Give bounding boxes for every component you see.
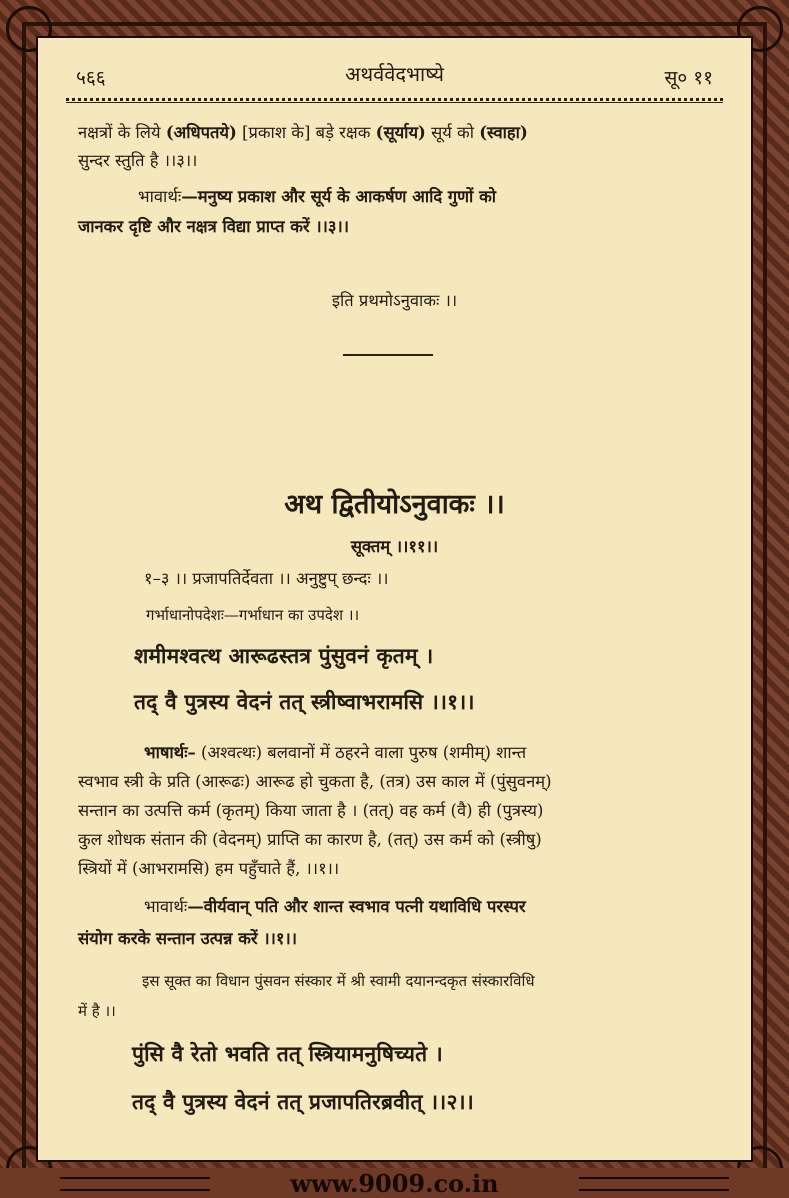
- note-line: इस सूक्त का विधान पुंसवन संस्कार में श्री स्वामी दयानन्दकृत संस्कारविधि: [142, 972, 535, 990]
- upadesh-line: गर्भाधानोपदेशः—गर्भाधान का उपदेश ।।: [146, 606, 360, 624]
- bhavarth-line: जानकर दृष्टि और नक्षत्र विद्या प्राप्त करें ।।३।।: [78, 217, 349, 236]
- bhashyarth-line: कुल शोधक संतान की (वेदनम्) प्राप्ति का कारण है, (तत्) उस कर्म को (स्त्रीषु): [78, 830, 542, 849]
- verse-line: तद् वै पुत्रस्य वेदनं तत् स्त्रीष्वाभरामसि ।।१।।: [134, 689, 475, 714]
- bhashyarth-block: भाषार्थः– (अश्वत्थः) बलवानों में ठहरने वाला पुरुष (शमीम्) शान्त: [144, 743, 527, 762]
- website-watermark[interactable]: www.9009.co.in: [290, 1169, 499, 1198]
- bhashyarth-line: स्त्रियों में (आभरामसि) हम पहुँचाते हैं, ।।१।।: [78, 859, 340, 878]
- bhavarth-block: भावार्थः—मनुष्य प्रकाश और सूर्य के आकर्षण आदि गुणों को: [138, 187, 497, 206]
- header-divider: [66, 98, 723, 101]
- anuvak-heading: अथ द्वितीयोऽनुवाकः ।।: [284, 489, 505, 520]
- bhashyarth-line: सन्तान का उत्पत्ति कर्म (कृतम्) किया जाता है । (तत्) वह कर्म (वै) ही (पुत्रस्य): [78, 801, 544, 820]
- verse-line: तद् वै पुत्रस्य वेदनं तत् प्रजापतिरब्रवीत् ।।२।।: [132, 1089, 474, 1114]
- page-number: ५६६: [76, 67, 106, 89]
- page-header: [70, 56, 719, 96]
- bhashyarth-line: स्वभाव स्त्री के प्रति (आरूढः) आरूढ हो चुकता है, (तत्र) उस काल में (पुंसुवनम्): [78, 772, 552, 791]
- bhavarth-line: संयोग करके सन्तान उत्पन्न करें ।।१।।: [78, 929, 297, 948]
- bhavarth-block: भावार्थः—वीर्यवान् पति और शान्त स्वभाव पत्नी यथाविधि परस्पर: [144, 897, 526, 916]
- sukta-heading: सूक्तम् ।।११।।: [350, 537, 439, 556]
- book-title: अथर्ववेदभाष्ये: [345, 62, 444, 86]
- header-divider-line: [66, 102, 723, 103]
- paragraph-continued: नक्षत्रों के लिये (अधिपतये) [प्रकाश के] बड़े रक्षक (सूर्याय) सूर्य को (स्वाहा): [78, 123, 528, 142]
- sukta-reference: सू० ११: [664, 67, 713, 89]
- verse-line: शमीमश्वत्थ आरूढस्तत्र पुंसुवनं कृतम् ।: [134, 643, 434, 668]
- verse-line: पुंसि वै रेतो भवति तत् स्त्रियामनुषिच्यते ।: [132, 1041, 443, 1066]
- anuvak-end: इति प्रथमोऽनुवाकः ।।: [331, 291, 458, 310]
- note-line: में है ।।: [78, 1002, 116, 1020]
- footer-ornament-icon: [579, 1177, 729, 1191]
- footer-band: [0, 1168, 789, 1198]
- paragraph-line: सुन्दर स्तुति है ।।३।।: [78, 151, 198, 170]
- book-page: [36, 36, 753, 1162]
- section-divider: [343, 354, 433, 356]
- devata-line: १–३ ।। प्रजापतिर्देवता ।। अनुष्टुप् छन्दः ।।: [144, 569, 389, 588]
